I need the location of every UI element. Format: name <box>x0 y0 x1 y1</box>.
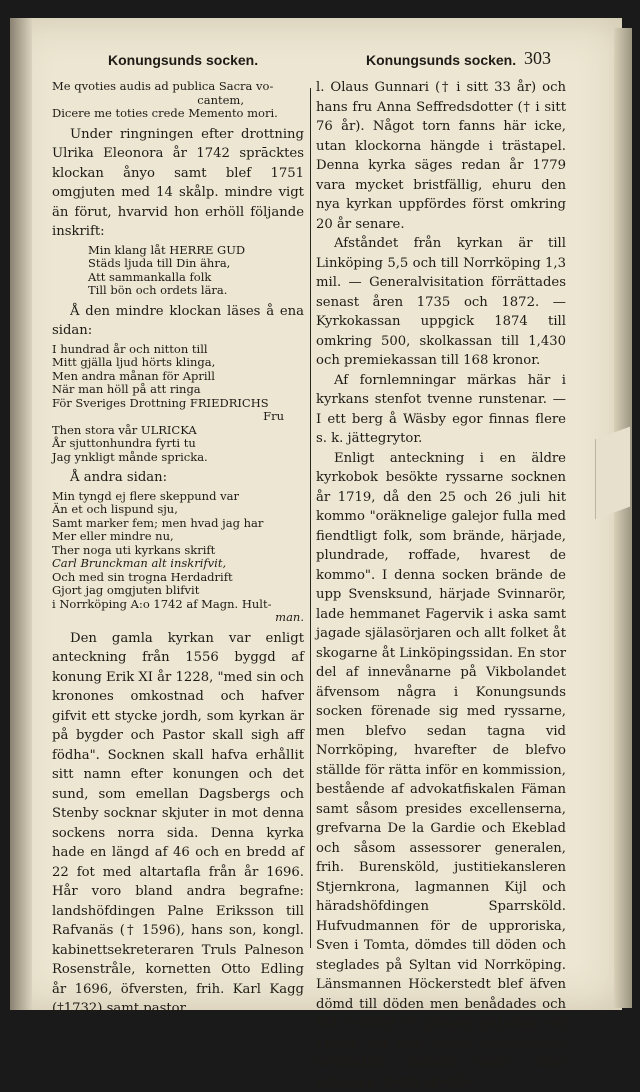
paragraph: Afståndet från kyrkan är till Linköping 5,5 och till Norrköping 1,3 mil. — Generalvisitation förrättades senast åren 1735 och 1872. — Kyrkokassan uppgick 1874 till omkring 500, skolkassan till 1,430 och premiekassan till 168 kronor. <box>316 234 566 371</box>
latin-verse: Me qvoties audis ad publica Sacra vo- cantem, Dicere me toties crede Memento mori. <box>52 80 304 121</box>
book-page <box>10 18 622 1010</box>
right-column <box>316 78 566 1092</box>
bell-inscription-2: I hundrad år och nitton till Mitt gjälla ljud hörts klinga, Men andra månan för Aprill När man höll på att ringa För Sveriges Drottning FRIEDRICHS Fru Then stora vår ULRICKA År sjuttonhundra fyrti tu Jag ynkligt månde spricka. <box>52 343 304 465</box>
paragraph: Å andra sidan: <box>52 468 304 488</box>
bell-inscription-1: Min klang låt HERRE GUD Städs ljuda till Din ähra, Att sammankalla folk Till bön och ordets lära. <box>52 244 304 298</box>
paragraph: l. Olaus Gunnari († i sitt 33 år) och hans fru Anna Seffredsdotter († i sitt 76 år). Något torn fanns här icke, utan klockorna hängde i trästapel. Denna kyrka säges redan år 1779 vara mycket bristfällig, ehuru den nya kyrkan uppfördes först omkring 20 år senare. <box>316 78 566 234</box>
column-divider <box>310 88 311 948</box>
paragraph: Den gamla kyrkan var enligt anteckning från 1556 byggd af konung Erik XI år 1228, "med sin och kronones omkostnad och hafver gifvit ett stycke jordh, som kyrkan är på bygder och Pastor skall sigh aff födha". Socknen skall hafva erhållit sitt namn efter konungen och det sund, som emellan Dagsbergs och Stenby socknar skjuter in mot denna sockens norra sida. Denna kyrka hade en längd af 46 och en bredd af 22 fot med altartafla från år 1696. Hår voro bland andra begrafne: landshöfdingen Palne Eriksson till Rafvanäs († 1596), hans son, kongl. kabinettsekreteraren Truls Palneson Rosenstråle, kornetten Otto Edling år 1696, öfversten, frih. Karl Kagg (†1732) samt pastor <box>52 629 304 1019</box>
running-header-left: Konungsunds socken. <box>108 52 258 76</box>
bell-inscription-3: Min tyngd ej flere skeppund var Än et och lispund sju, Samt marker fem; men hvad jag har Mer eller mindre nu, Ther noga uti kyrkans skrift Carl Brunckman alt inskrifvit, Och med sin trogna Herdadrift Gjort jag omgjuten blifvit i Norrköping A:o 1742 af Magn. Hult- man. <box>52 490 304 625</box>
paragraph: Enligt anteckning i en äldre kyrkobok besökte ryssarne socknen år 1719, då den 25 och 26 juli hit kommo "oräknelige galejor fulla med fiendtligt folk, som brände, härjade, plundrade, roffade, hvarest de kommo". I denna socken brände de upp Svensksund, härjade Svinnarör, lade hemmanet Fagervik i aska samt jagade själasörjaren och allt folket åt skogarne åt Linköpingssidan. En stor del af innevånarne på Vikbolandet äfvensom några i Konungsunds socken förenade sig med ryssarne, men blefvo sedan tagna vid Norrköping, hvarefter de blefvo ställde för rätta inför en kommission, bestående af advokatfiskalen Fäman samt såsom presides excellenserna, grefvarna De la Gardie och Ekeblad och såsom assessorer generalen, frih. Burensköld, justitiekansleren Stjernkrona, lagmannen Kijl och häradshöfdingen Sparrsköld. Hufvudmannen för de upproriska, Sven i Tomta, dömdes till döden och steglades på Syltan vid Norrköping. Länsmannen Höckerstedt blef äfven dömd till döden men benådades och fick i stället "9 gångers gatulopp vid Frista, der ock, såsom annorstädes, oräkneliga många andra lupo gatulopp. Detta skedde <box>316 449 566 1092</box>
paragraph: Under ringningen efter drottning Ulrika Eleonora år 1742 sprācktes klockan ånyo samt blef 1751 omgjuten med 14 skålp. mindre vigt än förut, hvarvid hon erhöll följande inskrift: <box>52 125 304 242</box>
paragraph: Å den mindre klockan läses å ena sidan: <box>52 302 304 341</box>
page-binding <box>10 18 32 1010</box>
page-number: 303 <box>524 48 551 69</box>
folded-page-corner <box>595 427 630 520</box>
paragraph: Af fornlemningar märkas här i kyrkans stenfot tvenne runstenar. — I ett berg å Wäsby egor finnas flere s. k. jättegrytor. <box>316 371 566 449</box>
left-column <box>52 78 304 1019</box>
running-header-right: Konungsunds socken. <box>366 52 516 76</box>
page-edge <box>614 28 632 1008</box>
